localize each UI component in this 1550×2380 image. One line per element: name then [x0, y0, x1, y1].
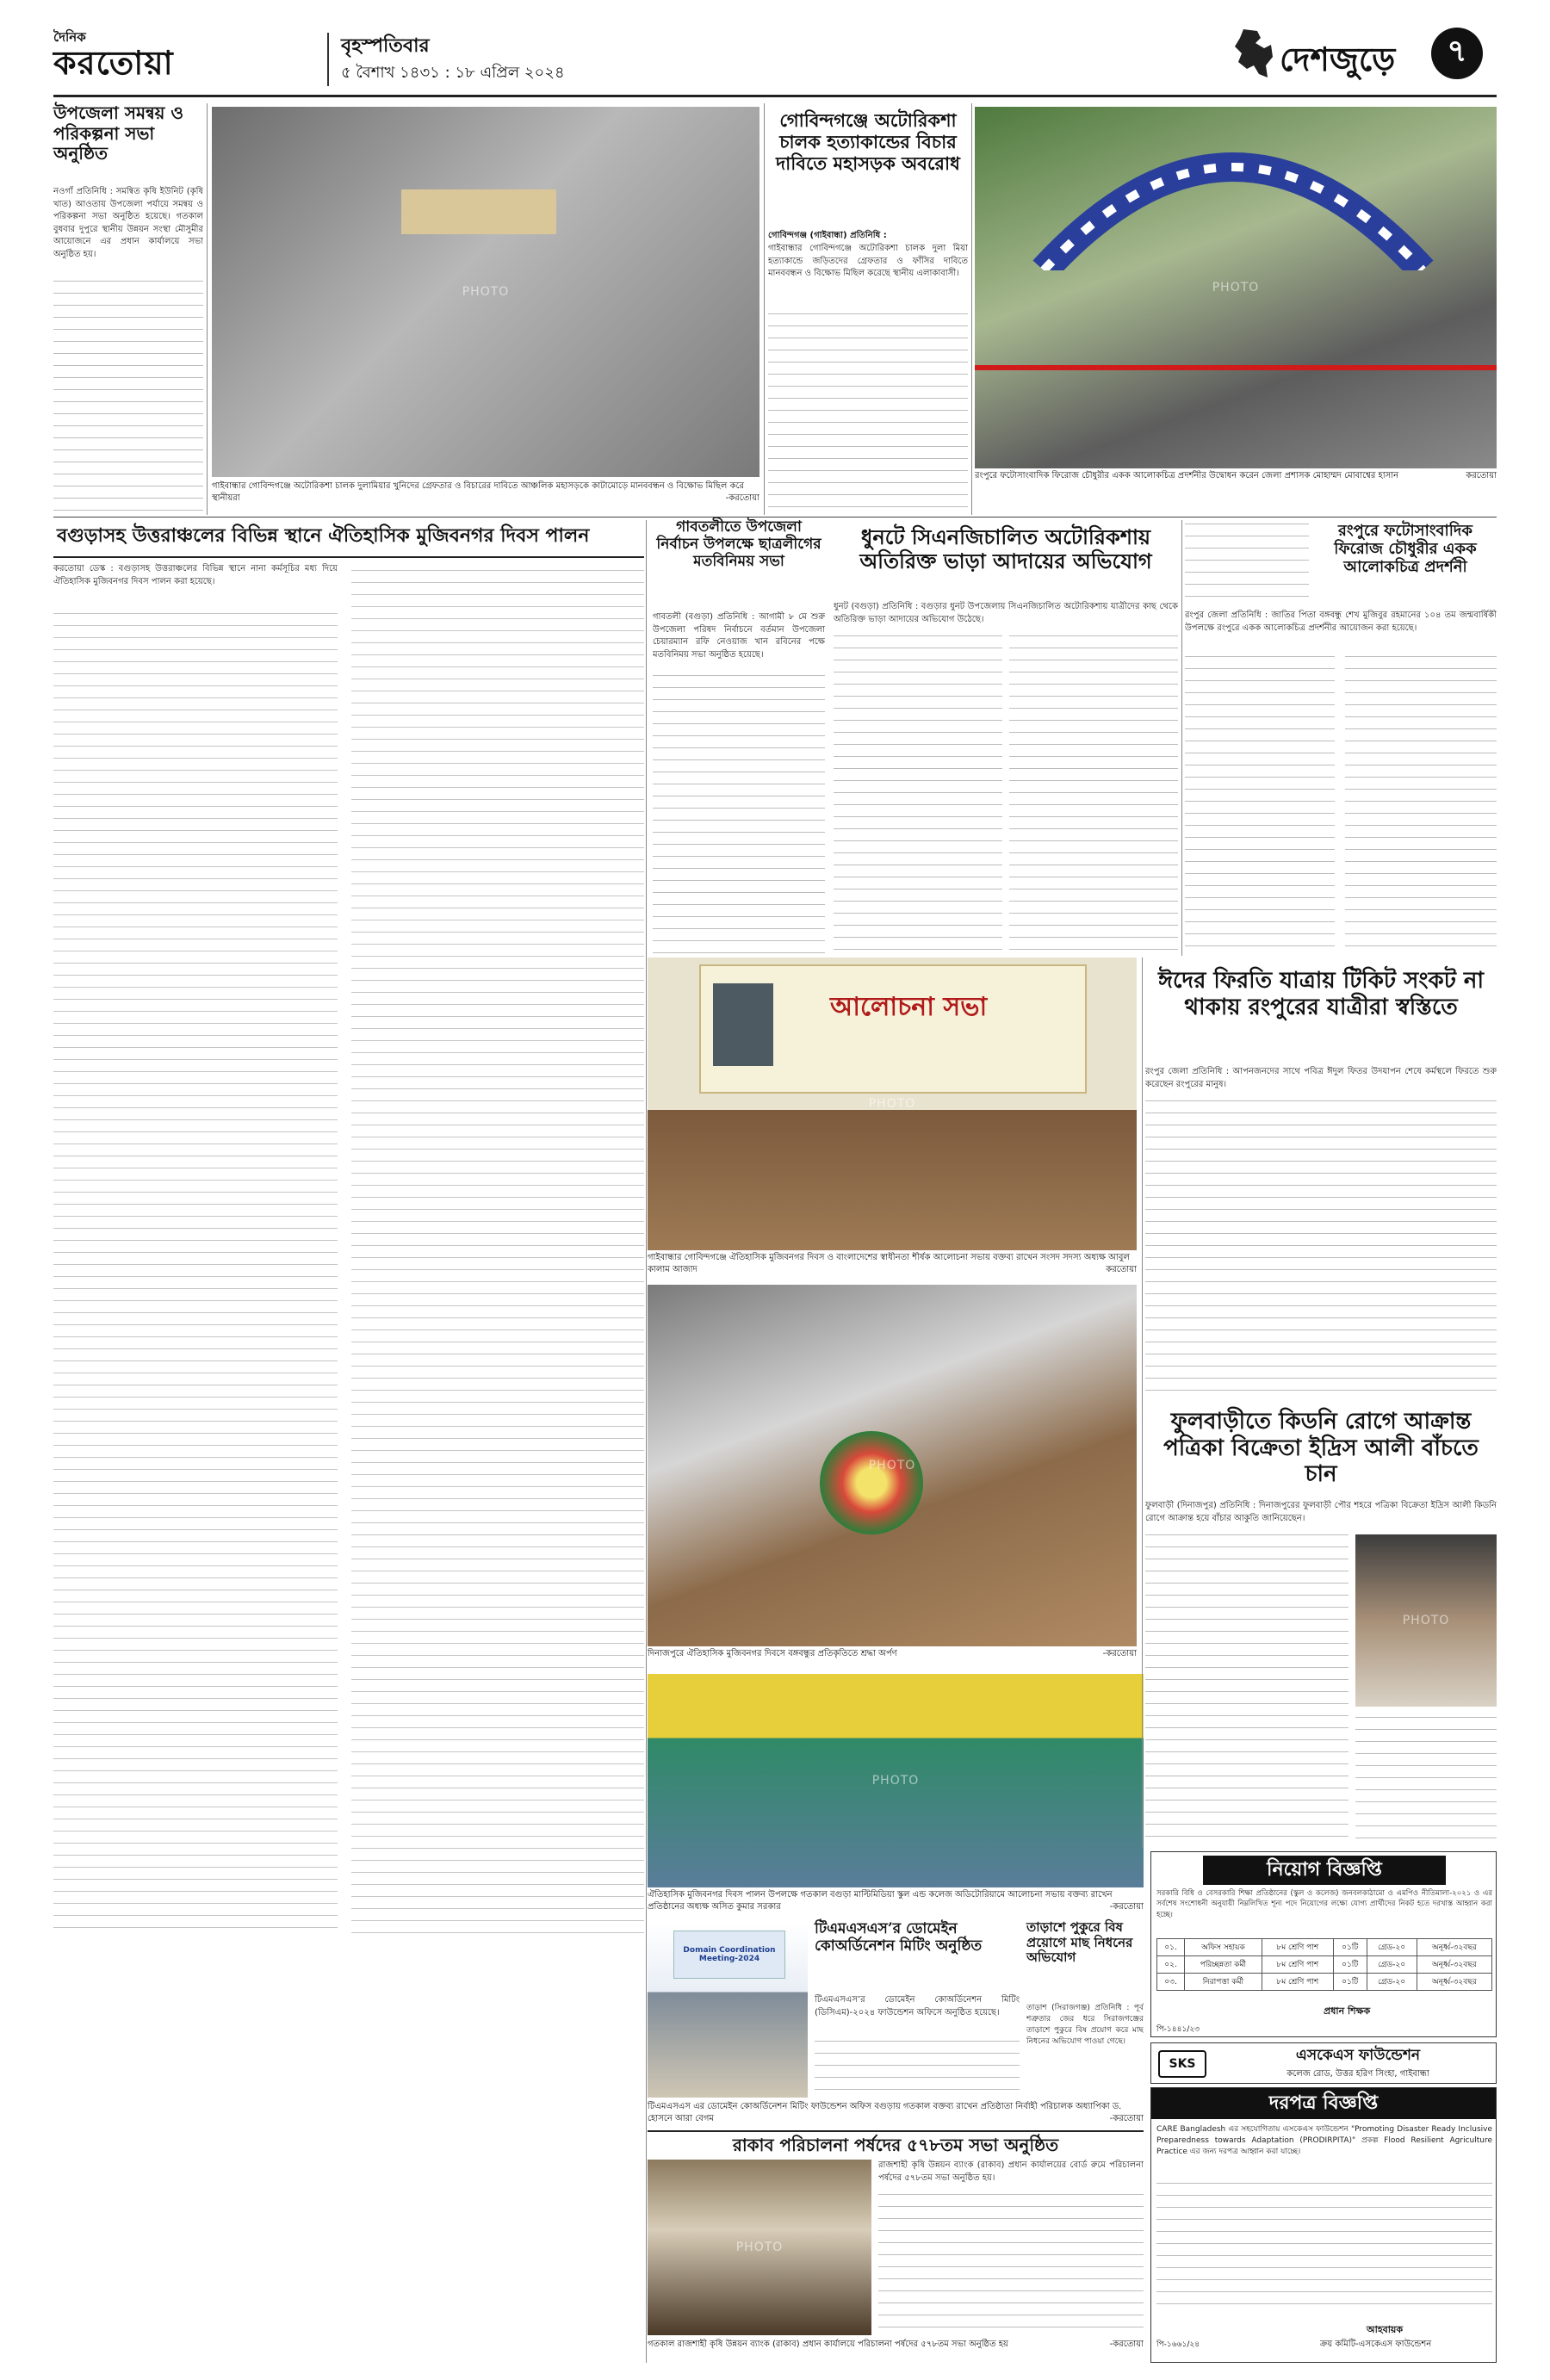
article-headline: ধুনটে সিএনজিচালিত অটোরিকশায় অতিরিক্ত ভাড়া আদায়ের অভিযোগ [859, 524, 1152, 574]
article-body-col-1 [834, 630, 1002, 951]
article-rakub [648, 2130, 1144, 2363]
table-cell: অনূর্ধ্ব-৩২বছর [1417, 1956, 1491, 1974]
column-rule [764, 103, 765, 515]
table-cell: ০২. [1157, 1956, 1185, 1974]
article-headline: গাবতলীতে উপজেলা নির্বাচন উপলক্ষে ছাত্রলীগের মতবিনিময় সভা [656, 518, 822, 571]
table-cell: ০১. [1157, 1939, 1185, 1956]
page-number-badge [1431, 28, 1483, 79]
seminar-banner-title: আলোচনা সভা [830, 992, 988, 1022]
sks-header [1150, 2042, 1497, 2084]
rakub-meeting-photo: PHOTO [648, 2160, 871, 2335]
article-body-col-2 [1009, 630, 1178, 951]
column-rule [646, 520, 647, 2363]
article-body-text [1145, 1529, 1348, 1846]
rakub-photo-caption [648, 2339, 1144, 2361]
table-cell: ৮ম শ্রেণি পাশ [1262, 1974, 1333, 1991]
tmss-screen-text: Domain Coordination Meeting-2024 [683, 1946, 776, 1963]
article-headline: গোবিন্দগঞ্জে অটোরিকশা চালক হত্যাকান্ডের বিচার দাবিতে মহাসড়ক অবরোধ [776, 109, 960, 174]
logo-main: করতোয়া [53, 43, 174, 82]
article-byline: গোবিন্দগঞ্জ (গাইবান্ধা) প্রতিনিধি : [768, 231, 887, 240]
table-cell: ০১টি [1333, 1974, 1367, 1991]
table-cell: গ্রেড-২০ [1367, 1974, 1417, 1991]
section-title: দেশজুড়ে [1280, 40, 1396, 78]
article-lead: রংপুর জেলা প্রতিনিধি : আপনজনদের সাথে পবিত্র ঈদুল ফিতর উদযাপন শেষে কর্মস্থলে ফিরতে শুরু করেছেন রংপুরের মানুষ। [1145, 1067, 1497, 1089]
dinajpur-photo: PHOTO [648, 1285, 1137, 1646]
caption-credit: করতোয়া [1106, 1264, 1137, 1274]
recruitment-notice [1150, 1851, 1497, 2037]
column-rule [1181, 520, 1182, 956]
bangladesh-map-icon [1231, 28, 1274, 81]
caption-text: গতকাল রাজশাহী কৃষি উন্নয়ন ব্যাংক (রাকাব) প্রধান কার্যালয়ে পরিচালনা পর্ষদের ৫৭৮তম সভা অনুষ্ঠিত হয় [648, 2340, 1008, 2349]
notice-table [1156, 1938, 1492, 1991]
caption-text: টিএমএসএস এর ডোমেইন কোঅর্ডিনেশন মিটিং ফাউন্ডেশন অফিস বগুড়ায় গতকাল বক্তব্য রাখেন প্রতিষ্ঠাতা নির্বাহী পরিচালক অধ্যাপিকা ড. হোসনে আরা বেগম [648, 2102, 1122, 2123]
masthead-rule [53, 95, 1497, 97]
notice-signature: আহবায়ক [1367, 2324, 1404, 2335]
caption-credit: -করতোয়া [1109, 1901, 1144, 1912]
article-headline: বগুড়াসহ উত্তরাঞ্চলের বিভিন্ন স্থানে ঐতিহাসিক মুজিবনগর দিবস পালন [57, 524, 590, 547]
article-lead: গাবতলী (বগুড়া) প্রতিনিধি : আগামী ৮ মে শুরু উপজেলা পরিষদ নির্বাচনে বর্তমান উপজেলা চেয়ারম্যান রফি নেওয়াজ খান রবিনের পক্ষে মতবিনিময় সভা অনুষ্ঠিত হয়েছে। [653, 612, 825, 660]
table-cell: অফিস সহায়ক [1185, 1939, 1262, 1956]
notice-ref: পি-১৪৪১/২৩ [1156, 2025, 1200, 2034]
section-rule [53, 517, 1497, 518]
masthead-date: ৫ বৈশাখ ১৪৩১ : ১৮ এপ্রিল ২০২৪ [341, 64, 565, 82]
table-cell: অনূর্ধ্ব-৩২বছর [1417, 1974, 1491, 1991]
article-mujibnagar [53, 563, 644, 1934]
tender-notice [1150, 2087, 1497, 2363]
article-lead: রংপুর জেলা প্রতিনিধি : জাতির পিতা বঙ্গবন্ধু শেখ মুজিবুর রহমানের ১০৪ তম জন্মবার্ষিকী উপলক্ষে রংপুরে একক আলোকচিত্র প্রদর্শনীর আয়োজন করা হয়েছে। [1185, 610, 1497, 633]
article-lead: টিএমএসএস’র ডোমেইন কোঅর্ডিনেশন মিটিং (ডিসিএম)-২০২৪ ফাউন্ডেশন অফিসে অনুষ্ঠিত হয়েছে। [815, 1995, 1020, 2017]
article-body-text-2 [1355, 1712, 1497, 1846]
notice-title [1151, 2088, 1496, 2119]
table-row [1157, 1939, 1492, 1956]
table-cell: ০১টি [1333, 1956, 1367, 1974]
school-photo: PHOTO [648, 1674, 1144, 1887]
article-body-text [815, 2036, 1020, 2098]
table-cell: গ্রেড-২০ [1367, 1939, 1417, 1956]
logo-top: দৈনিক [53, 29, 86, 45]
article-headline: রাকাব পরিচালনা পর্ষদের ৫৭৮তম সভা অনুষ্ঠিত [648, 2130, 1144, 2156]
tmss-screen [673, 1931, 785, 1979]
table-cell: গ্রেড-২০ [1367, 1956, 1417, 1974]
column-rule [1142, 958, 1143, 1848]
position-table [1156, 1938, 1492, 1991]
article-lead: নওগাঁ প্রতিনিধি : সমন্বিত কৃষি ইউনিট (কৃষি খাত) আওতায় উপজেলা পর্যায়ে সমন্বয় ও পরিকল্পনা সভা অনুষ্ঠিত হয়েছে। গতকাল বুধবার দুপুরে স্থানীয় উন্নয়ন সংস্থা মৌসুমীর আয়োজনে এর প্রধান কার্যালয়ে সভা অনুষ্ঠিত হয়। [53, 187, 203, 259]
mujibnagar-banner [53, 520, 644, 558]
caption-credit: -করতোয়া [1102, 1649, 1137, 1658]
recruitment-title: নিয়োগ বিজ্ঞপ্তি [1267, 1857, 1382, 1881]
article-body-col-3 [1345, 651, 1497, 956]
article-body-text [53, 276, 203, 513]
article-headline: টিএমএসএস’র ডোমেইন কোঅর্ডিনেশন মিটিং অনুষ্ঠিত [815, 1920, 983, 1955]
article-body-text [1145, 1095, 1497, 1398]
notice-title [1203, 1856, 1446, 1885]
table-cell: নিরাপত্তা কর্মী [1185, 1974, 1262, 1991]
table-cell: পরিচ্ছন্নতা কর্মী [1185, 1956, 1262, 1974]
dinajpur-photo-caption [648, 1648, 1137, 1667]
article-body-col-2 [1185, 651, 1335, 956]
article-headline: রংপুরে ফটোসাংবাদিক ফিরোজ চৌধুরীর একক আলোকচিত্র প্রদর্শনী [1334, 522, 1477, 577]
table-cell: ৮ম শ্রেণি পাশ [1262, 1939, 1333, 1956]
caption-text: রংপুরে ফটোসাংবাদিক ফিরোজ চৌধুরীর একক আলোকচিত্র প্রদর্শনীর উদ্বোধন করেন জেলা প্রশাসক মোহাম্মদ মোবাশ্বের হাসান [975, 471, 1399, 480]
article-tmss [815, 1920, 1020, 2098]
article-body-text [878, 2189, 1144, 2335]
idris-portrait-photo: PHOTO [1355, 1534, 1497, 1707]
caption-credit: করতোয়া [1466, 471, 1497, 480]
table-cell: ৮ম শ্রেণি পাশ [1262, 1956, 1333, 1974]
caption-text: গাইবান্ধার গোবিন্দগঞ্জে অটোরিকশা চালক দুলামিয়ার খুনিদের গ্রেফতার ও বিচারের দাবিতে আঞ্চলিক মহাসড়কে কাটামোড়ে মানববন্ধন ও বিক্ষোভ মিছিল করে স্থানীয়রা [212, 481, 744, 503]
caption-credit: -করতোয়া [725, 493, 760, 503]
rangpur-photo-caption [975, 470, 1497, 511]
article-eid-ticket [1145, 964, 1497, 1398]
column-rule [207, 103, 208, 515]
article-tarash-content [1026, 1920, 1144, 2098]
article-cng [834, 518, 1178, 951]
article-headline: ফুলবাড়ীতে কিডনি রোগে আক্রান্ত পত্রিকা বিক্রেতা ইদ্রিস আলী বাঁচতে চান [1163, 1409, 1479, 1488]
caption-text: দিনাজপুরে ঐতিহাসিক মুজিবনগর দিবসে বঙ্গবন্ধুর প্রতিকৃতিতে শ্রদ্ধা অর্পণ [648, 1649, 897, 1658]
caption-credit: -করতোয়া [1109, 2113, 1144, 2123]
sks-logo [1158, 2050, 1206, 2078]
article-body-col-1 [53, 606, 338, 1934]
article-headline: উপজেলা সমন্বয় ও পরিকল্পনা সভা অনুষ্ঠিত [53, 102, 184, 164]
table-row [1157, 1974, 1492, 1991]
notice-body-text [1156, 2178, 1492, 2315]
article-body-col-1 [1185, 518, 1309, 604]
article-headline: তাড়াশে পুকুরে বিষ প্রয়োগে মাছ নিধনের অভিযোগ [1026, 1919, 1133, 1966]
article-lead: করতোয়া ডেস্ক : বগুড়াসহ উত্তরাঞ্চলের বিভিন্ন স্থানে নানা কর্মসূচির মধ্য দিয়ে ঐতিহাসিক মুজিবনগর দিবস পালন করা হয়েছে। [53, 564, 338, 586]
caption-text: ঐতিহাসিক মুজিবনগর দিবস পালন উপলক্ষে গতকাল বগুড়া মাল্টিমিডিয়া স্কুল এন্ড কলেজ অডিটোরিয়ামে আলোচনা সভায় বক্তব্য রাখেন প্রতিষ্ঠানের অধ্যক্ষ অসিত কুমার সরকার [648, 1890, 1113, 1912]
table-cell: ০১টি [1333, 1939, 1367, 1956]
caption-credit: -করতোয়া [1109, 2340, 1144, 2349]
protest-photo: PHOTO [212, 107, 760, 477]
article-headline: ঈদের ফিরতি যাত্রায় টিকিট সংকট না থাকায় রংপুরের যাত্রীরা স্বস্তিতে [1158, 968, 1484, 1020]
table-cell: ০৩. [1157, 1974, 1185, 1991]
article-lead: রাজশাহী কৃষি উন্নয়ন ব্যাংক (রাকাব) প্রধান কার্যালয়ের বোর্ড রুমে পরিচালনা পর্ষদের ৫৭৮তম সভা অনুষ্ঠিত হয়। [878, 2160, 1144, 2183]
article-govindaganj [768, 107, 968, 515]
article-lead: গাইবান্ধার গোবিন্দগঞ্জে অটোরিকশা চালক দুলা মিয়া হত্যাকান্ডে জড়িতদের গ্রেফতার ও ফাঁসির দাবিতে মানববন্ধন ও বিক্ষোভ মিছিল করেছে স্থানীয় এলাকাবাসী। [768, 244, 968, 278]
seminar-photo-caption [648, 1252, 1137, 1280]
tmss-photo-caption [648, 2101, 1144, 2127]
tender-title: দরপত্র বিজ্ঞপ্তি [1268, 2091, 1379, 2114]
article-lead: ধুনট (বগুড়া) প্রতিনিধি : বগুড়ার ধুনট উপজেলায় সিএনজিচালিত অটোরিকশায় যাত্রীদের কাছ থেকে অতিরিক্ত ভাড়া আদায়ের অভিযোগ উঠেছে। [834, 602, 1178, 624]
column-rule [971, 103, 972, 515]
sks-logo-text: SKS [1169, 2057, 1196, 2071]
sks-address: কলেজ রোড, উত্তর হরিণ সিংহা, গাইবান্ধা [1286, 2069, 1429, 2079]
article-body-text [768, 308, 968, 513]
article-body-col-2 [351, 563, 644, 1934]
notice-committee: ক্রয় কমিটি-এসকেএস ফাউন্ডেশন [1320, 2340, 1432, 2349]
table-cell: অনূর্ধ্ব-৩২বছর [1417, 1939, 1491, 1956]
protest-photo-caption [212, 480, 760, 513]
masthead-divider [327, 33, 329, 86]
article-photo-exhibition [1185, 518, 1497, 956]
article-fulbari [1145, 1405, 1497, 1846]
article-lead: তাড়াশ (সিরাজগঞ্জ) প্রতিনিধি : পূর্ব শত্রুতার জের ধরে সিরাজগঞ্জের তাড়াশে পুকুরে বিষ প্রয়োগ করে মাছ নিধনের অভিযোগ পাওয়া গেছে। [1026, 2004, 1144, 2047]
tmss-domain-photo [648, 1922, 808, 2098]
seminar-photo: আলোচনা সভা PHOTO [648, 958, 1137, 1250]
article-lead: ফুলবাড়ী (দিনাজপুর) প্রতিনিধি : দিনাজপুরের ফুলবাড়ী পৌর শহরে পত্রিকা বিক্রেতা ইদ্রিস আলী কিডনি রোগে আক্রান্ত হয়ে বাঁচার আকুতি জানিয়েছেন। [1145, 1501, 1497, 1523]
caption-text: গাইবান্ধার গোবিন্দগঞ্জে ঐতিহাসিক মুজিবনগর দিবস ও বাংলাদেশের স্বাধীনতা শীর্ষক আলোচনা সভায় বক্তব্য রাখেন সংসদ সদস্য অধ্যক্ষ আবুল কালাম আজাদ [648, 1253, 1130, 1274]
article-upazila [53, 103, 203, 515]
masthead-day: বৃহস্পতিবার [341, 34, 430, 57]
notice-intro: CARE Bangladesh এর সহযোগিতায় এসকেএস ফাউন্ডেশন "Promoting Disaster Ready Inclusive Preparedness towards Adaptation (PRODIRPITA)" প্রকল্প Flood Resilient Agriculture Practice এর জন্য দরপত্র আহ্বান করা যাচ্ছে। [1156, 2125, 1492, 2157]
sks-name: এসকেএস ফাউন্ডেশন [1295, 2047, 1421, 2064]
notice-intro: সরকারি বিধি ও বেসরকারি শিক্ষা প্রতিষ্ঠানের (স্কুল ও কলেজ) জনবলকাঠামো ও এমপিও নীতিমালা-২০২১ ও এর সর্বশেষ সংশোধনী অনুযায়ী নিম্নলিখিত শূন্য পদে নিয়োগের লক্ষ্যে যোগ্য প্রার্থীদের নিকট হতে দরখাস্ত আহ্বান করা হচ্ছে। [1156, 1889, 1492, 1919]
page-number: ৭ [1447, 34, 1467, 69]
school-photo-caption [648, 1889, 1144, 1915]
rangpur-ribbon-photo: PHOTO [975, 107, 1497, 468]
notice-ref: পি-১৬৬১/২৪ [1156, 2340, 1200, 2349]
table-row [1157, 1956, 1492, 1974]
notice-signature: প্রধান শিক্ষক [1324, 2005, 1371, 2017]
